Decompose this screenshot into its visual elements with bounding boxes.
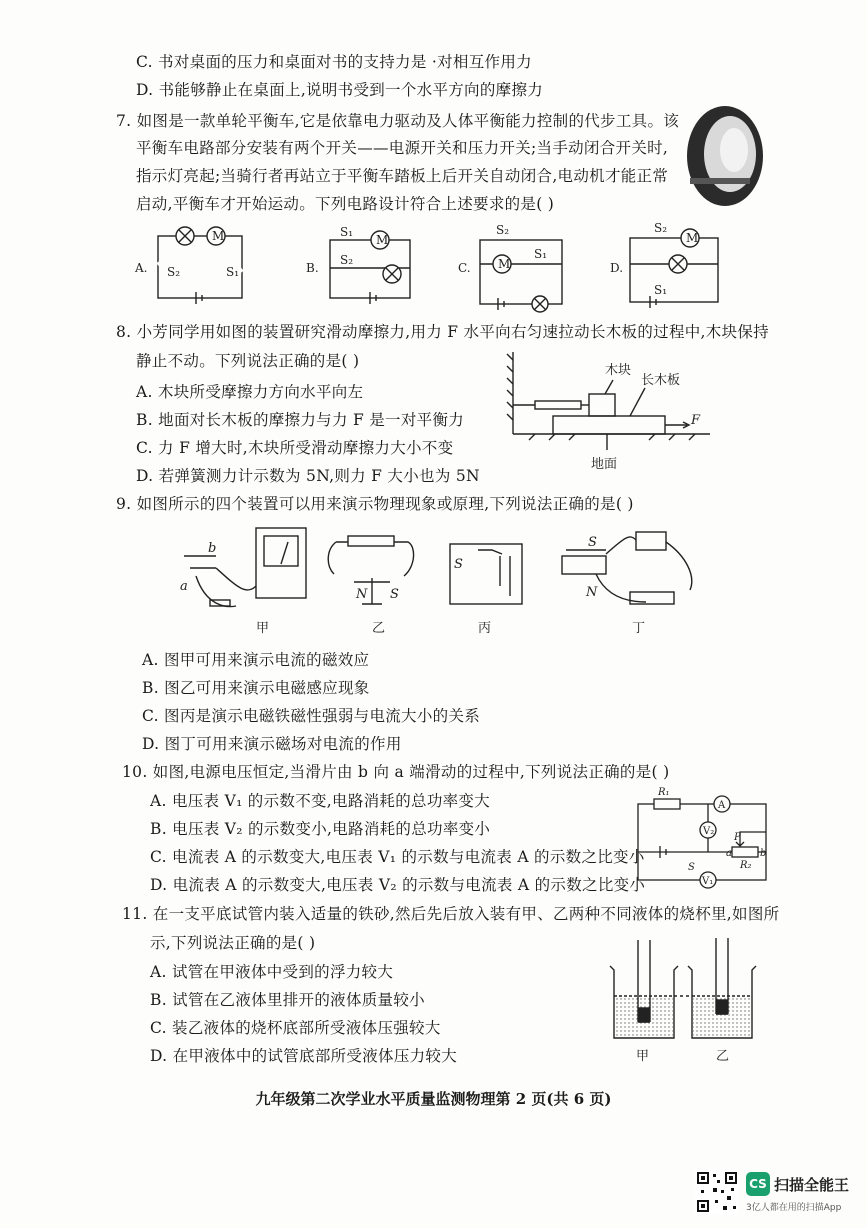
q11-stem-line2: 示,下列说法正确的是( )	[150, 934, 316, 952]
q11-beakers	[604, 938, 774, 1068]
svg-text:M: M	[376, 233, 389, 247]
svg-text:D.: D.	[610, 261, 624, 275]
svg-text:丙: 丙	[478, 621, 492, 636]
svg-text:F: F	[691, 413, 701, 428]
q7-stem-line4: 启动,平衡车才开始运动。下列电路设计符合上述要求的是( )	[136, 195, 555, 213]
page-footer: 九年级第二次学业水平质量监测物理第 2 页(共 6 页)	[255, 1090, 612, 1108]
q8-option-a: A. 木块所受摩擦力方向水平向左	[136, 383, 364, 401]
q8-option-d: D. 若弹簧测力计示数为 5N,则力 F 大小也为 5N	[136, 467, 480, 485]
q8-option-b: B. 地面对长木板的摩擦力与力 F 是一对平衡力	[136, 411, 465, 429]
svg-text:a: a	[726, 848, 732, 859]
q9-option-b: B. 图乙可用来演示电磁感应现象	[142, 679, 370, 697]
q11-option-d: D. 在甲液体中的试管底部所受液体压力较大	[150, 1047, 458, 1065]
q10-option-d: D. 电流表 A 的示数变大,电压表 V₂ 的示数与电流表 A 的示数之比变小	[150, 876, 646, 894]
q11-stem-line1: 11. 在一支平底试管内装入适量的铁砂,然后先后放入装有甲、乙两种不同液体的烧杯里,如图所	[122, 905, 780, 923]
q8-friction-apparatus	[505, 352, 715, 476]
svg-text:甲: 甲	[256, 621, 270, 636]
scanner-app-name: 扫描全能王	[774, 1176, 850, 1194]
svg-text:V₁: V₁	[702, 876, 714, 887]
svg-text:S: S	[688, 862, 695, 873]
svg-text:R₁: R₁	[658, 787, 670, 798]
svg-text:S₁: S₁	[340, 225, 354, 239]
svg-text:a: a	[180, 579, 188, 594]
svg-text:N: N	[356, 587, 368, 602]
q10-option-c: C. 电流表 A 的示数变大,电压表 V₁ 的示数与电流表 A 的示数之比变小	[150, 848, 645, 866]
svg-text:甲: 甲	[636, 1049, 650, 1064]
svg-text:S: S	[390, 587, 399, 602]
svg-text:S₁: S₁	[226, 265, 240, 279]
q10-circuit	[632, 782, 774, 894]
svg-text:A: A	[718, 800, 726, 811]
q8-stem-line1: 8. 小芳同学用如图的装置研究滑动摩擦力,用力 F 水平向右匀速拉动长木板的过程中,木块保持	[116, 323, 769, 341]
svg-text:R₂: R₂	[740, 860, 752, 871]
svg-text:N: N	[586, 585, 598, 600]
svg-text:S₂: S₂	[654, 221, 668, 235]
svg-text:M: M	[212, 229, 225, 243]
svg-text:S: S	[454, 557, 463, 572]
q10-option-a: A. 电压表 V₁ 的示数不变,电路消耗的总功率变大	[150, 792, 491, 810]
scanner-logo-icon: CS	[746, 1172, 770, 1196]
q9-option-a: A. 图甲可用来演示电流的磁效应	[142, 651, 370, 669]
svg-text:S₂: S₂	[167, 265, 181, 279]
svg-text:S₂: S₂	[496, 223, 510, 237]
svg-text:B.: B.	[306, 261, 319, 275]
q10-stem: 10. 如图,电源电压恒定,当滑片由 b 向 a 端滑动的过程中,下列说法正确的是( )	[122, 763, 670, 781]
q9-option-d: D. 图丁可用来演示磁场对电流的作用	[142, 735, 402, 753]
svg-text:S₂: S₂	[340, 253, 354, 267]
q11-option-a: A. 试管在甲液体中受到的浮力较大	[150, 963, 394, 981]
svg-text:S: S	[588, 535, 597, 550]
q9-stem: 9. 如图所示的四个装置可以用来演示物理现象或原理,下列说法正确的是( )	[116, 495, 634, 513]
q7-stem-line2: 平衡车电路部分安装有两个开关——电源开关和压力开关;当手动闭合开关时,	[136, 139, 669, 157]
svg-text:C.: C.	[458, 261, 471, 275]
svg-text:V₂: V₂	[703, 826, 715, 837]
svg-text:丁: 丁	[632, 621, 646, 636]
q6-option-d: D. 书能够静止在桌面上,说明书受到一个水平方向的摩擦力	[136, 81, 544, 99]
svg-text:乙: 乙	[372, 621, 386, 636]
svg-text:长木板: 长木板	[641, 373, 681, 388]
svg-text:A.: A.	[135, 261, 148, 275]
svg-text:乙: 乙	[716, 1049, 730, 1064]
q9-option-c: C. 图丙是演示电磁铁磁性强弱与电流大小的关系	[142, 707, 481, 725]
svg-text:P: P	[734, 832, 741, 843]
svg-text:地面: 地面	[591, 457, 618, 472]
svg-text:木块: 木块	[605, 363, 632, 378]
svg-text:b: b	[208, 541, 217, 556]
q6-option-c: C. 书对桌面的压力和桌面对书的支持力是 ·对相互作用力	[136, 53, 532, 71]
svg-text:S₁: S₁	[534, 247, 548, 261]
q7-stem-line3: 指示灯亮起;当骑行者再站立于平衡车踏板上后开关自动闭合,电动机才能正常	[136, 167, 669, 185]
q10-option-b: B. 电压表 V₂ 的示数变小,电路消耗的总功率变小	[150, 820, 491, 838]
svg-text:S₁: S₁	[654, 283, 668, 297]
svg-text:M: M	[498, 257, 511, 271]
svg-text:b: b	[760, 848, 767, 859]
q11-option-c: C. 装乙液体的烧杯底部所受液体压强较大	[150, 1019, 441, 1037]
scanner-tagline: 3亿人都在用的扫描App	[746, 1203, 842, 1213]
q7-stem-line1: 7. 如图是一款单轮平衡车,它是依靠电力驱动及人体平衡能力控制的代步工具。该	[116, 112, 680, 130]
svg-text:M: M	[686, 231, 699, 245]
unicycle-photo	[680, 100, 770, 212]
q9-devices	[176, 526, 716, 638]
q11-option-b: B. 试管在乙液体里排开的液体质量较小	[150, 991, 425, 1009]
q7-circuit-options	[130, 218, 750, 314]
q8-option-c: C. 力 F 增大时,木块所受滑动摩擦力大小不变	[136, 439, 454, 457]
qr-code	[695, 1170, 739, 1214]
q8-stem-line2: 静止不动。下列说法正确的是( )	[136, 352, 360, 370]
